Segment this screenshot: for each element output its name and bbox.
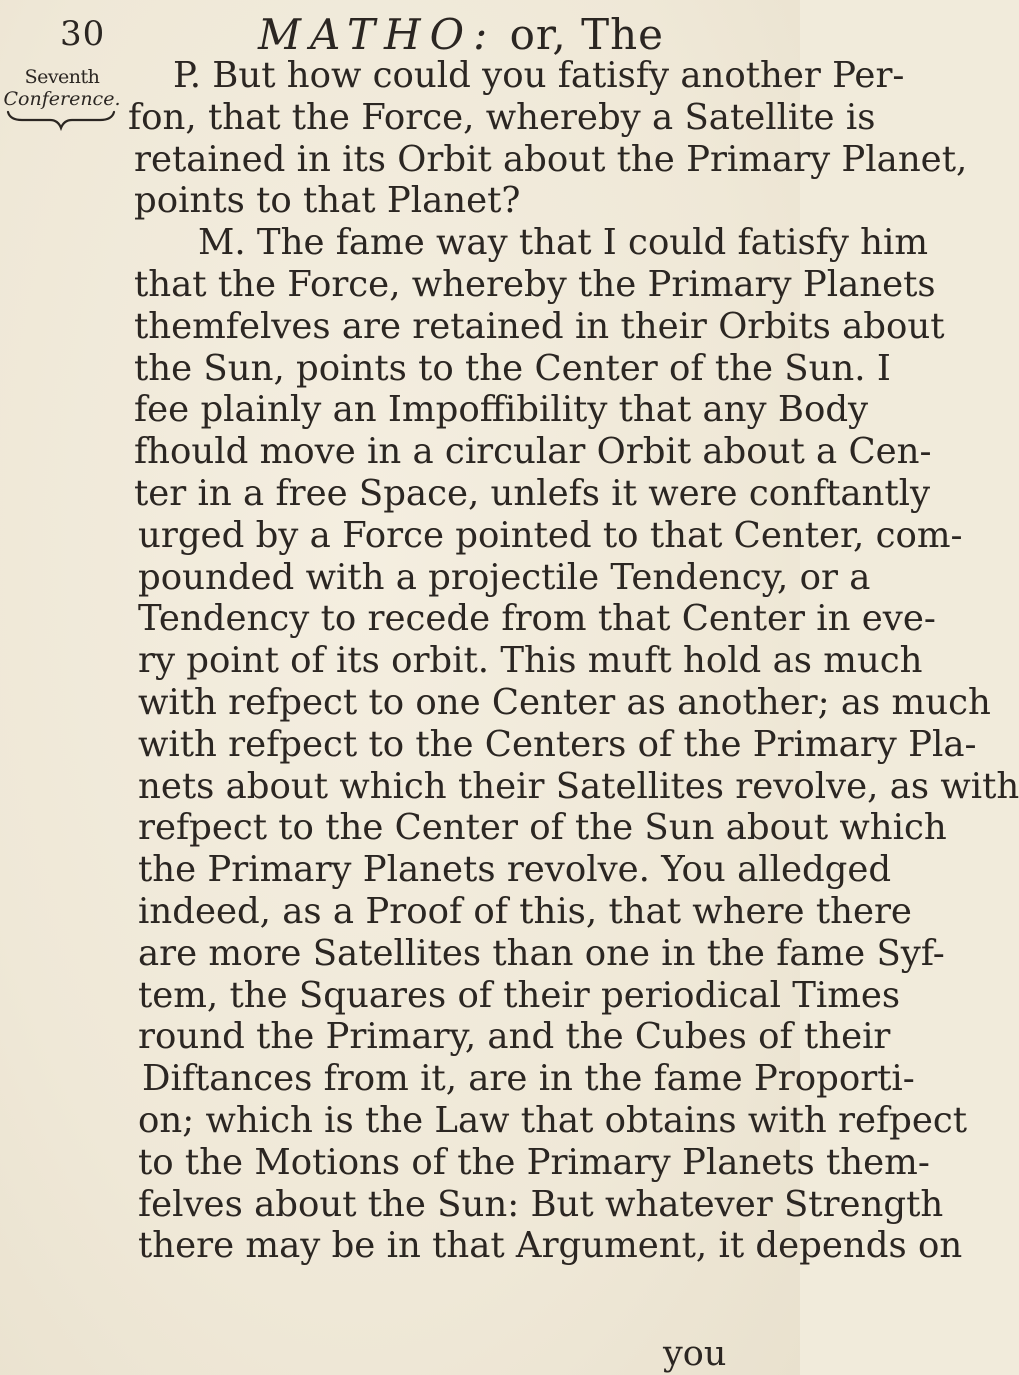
text-line: with refpect to the Centers of the Primary Pla- <box>138 723 977 765</box>
running-head <box>258 10 664 59</box>
text-line: indeed, as a Proof of this, that where there <box>138 890 912 932</box>
text-line: to the Motions of the Primary Planets them- <box>138 1141 930 1183</box>
text-line: Tendency to recede from that Center in eve- <box>138 598 936 640</box>
margin-brace-ornament <box>6 106 116 132</box>
text-line: fhould move in a circular Orbit about a Cen- <box>134 431 932 473</box>
text-line: on; which is the Law that obtains with refpect <box>138 1099 968 1141</box>
margin-note-line-2: Conference. <box>3 88 121 110</box>
catchword: you <box>663 1334 727 1374</box>
margin-note-line-1: Seventh <box>24 66 100 88</box>
text-line: urged by a Force pointed to that Center, com- <box>138 514 963 556</box>
text-line: fee plainly an Impoffibility that any Body <box>134 389 869 431</box>
text-line: ry point of its orbit. This muft hold as much <box>138 640 923 682</box>
text-line: there may be in that Argument, it depends on <box>138 1225 963 1267</box>
text-line: Diftances from it, are in the fame Proporti- <box>142 1058 915 1100</box>
text-line: felves about the Sun: But whatever Strength <box>138 1183 944 1225</box>
text-line: refpect to the Center of the Sun about which <box>138 807 947 849</box>
text-line: the Primary Planets revolve. You alledged <box>138 849 892 891</box>
page-number: 30 <box>60 14 106 54</box>
body-text <box>128 55 1019 1267</box>
text-line: M. The fame way that I could fatisfy him <box>198 222 929 264</box>
text-line: points to that Planet? <box>134 180 521 222</box>
text-line: retained in its Orbit about the Primary Planet, <box>134 138 968 180</box>
text-line: fon, that the Force, whereby a Satellite is <box>128 96 876 138</box>
text-line: are more Satellites than one in the fame Syf- <box>138 932 945 974</box>
text-line: round the Primary, and the Cubes of their <box>138 1016 891 1058</box>
text-line: P. But how could you fatisfy another Per- <box>173 55 905 96</box>
text-line: themfelves are retained in their Orbits about <box>134 305 945 347</box>
text-line: the Sun, points to the Center of the Sun. I <box>134 347 891 389</box>
running-head-subtitle: or, The <box>509 10 664 59</box>
text-line: ter in a free Space, unlefs it were conftantly <box>134 472 931 514</box>
text-line: nets about which their Satellites revolve, as with <box>138 765 1019 807</box>
text-line: tem, the Squares of their periodical Times <box>138 974 901 1016</box>
text-line: with refpect to one Center as another; as much <box>138 681 991 723</box>
text-line: that the Force, whereby the Primary Planets <box>134 263 936 305</box>
margin-note <box>3 66 121 110</box>
running-head-title: MATHO: <box>258 10 497 59</box>
text-line: pounded with a projectile Tendency, or a <box>138 556 871 598</box>
